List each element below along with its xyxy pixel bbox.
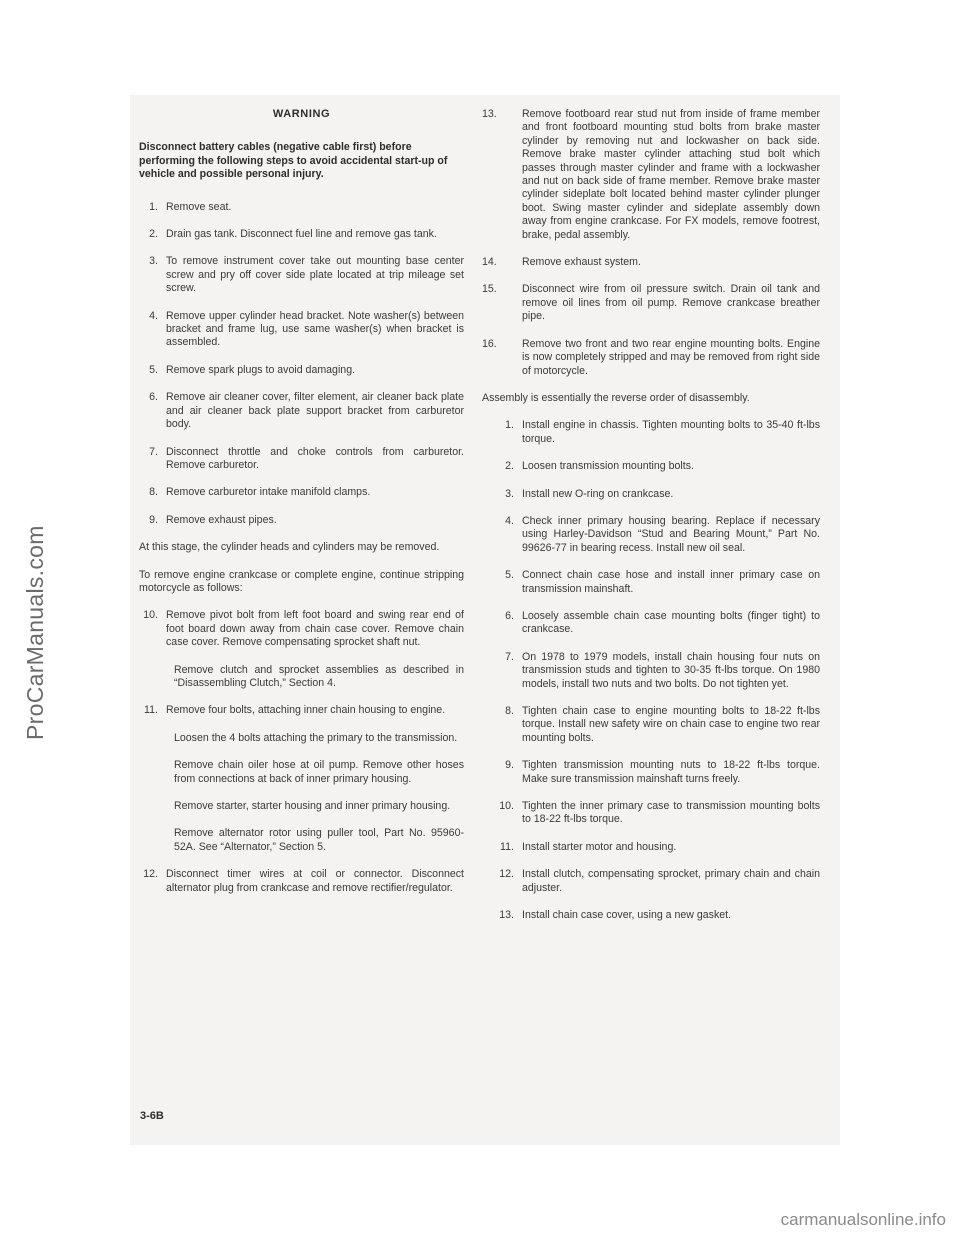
list-item: 15. Disconnect wire from oil pressure switch. Drain oil tank and remove oil lines from oil pump. Remove crankcase breather pipe. — [482, 283, 820, 323]
list-item: 8. Remove carburetor intake manifold clamps. — [149, 486, 371, 499]
list-item: 12. Disconnect timer wires at coil or connector. Disconnect alternator plug from crankcase and remove rectifier/regulator. — [143, 868, 464, 894]
page-number: 3-6B — [140, 1110, 164, 1122]
list-item: 13. Remove footboard rear stud nut from inside of frame member and front footboard mounting stud bolts from brake master cylinder by removing nut and lockwasher on back side. Remove brake master cylinder attaching stud bolt which passes through master cylinder and frame with a lockwasher and nut on back side of frame member. Remove brake master cylinder sideplate bolt located behind master cylinder plunger boot. Swing master cylinder and sideplate assembly down away from engine crankcase. For FX models, remove footrest, brake, pedal assembly. — [482, 108, 820, 241]
assembly-intro: Assembly is essentially the reverse order of disassembly. — [482, 391, 750, 404]
side-watermark: ProCarManuals.com — [22, 525, 48, 740]
list-item: 2. Drain gas tank. Disconnect fuel line and remove gas tank. — [149, 228, 437, 241]
list-item: 7. On 1978 to 1979 models, install chain housing four nuts on transmission studs and tighten to 30-35 ft-lbs torque. On 1980 models, install two nuts and two bolts. Do not tighten yet. — [505, 650, 820, 690]
sub-paragraph: Remove clutch and sprocket assemblies as described in “Disassembling Clutch,” Section 4. — [174, 663, 464, 689]
list-item: 9. Remove exhaust pipes. — [149, 513, 277, 526]
warning-title: WARNING — [272, 108, 331, 120]
bottom-watermark: carmanualsonline.info — [780, 1210, 946, 1229]
list-item: 10. Remove pivot bolt from left foot board and swing rear end of foot board down away from chain case cover. Remove chain case cover. Remove compensating sprocket shaft nut. — [143, 609, 464, 649]
list-item: 16. Remove two front and two rear engine mounting bolts. Engine is now completely stripped and may be removed from right side of motorcycle. — [482, 337, 820, 377]
sub-paragraph: Remove chain oiler hose at oil pump. Remove other hoses from connections at back of inner primary housing. — [174, 759, 464, 785]
assembly-list — [496, 419, 820, 922]
list-item: 6. Loosely assemble chain case mounting bolts (finger tight) to crankcase. — [505, 609, 820, 636]
list-item: 6. Remove air cleaner cover, filter element, air cleaner back plate and air cleaner back plate support bracket from carburetor body. — [149, 391, 464, 431]
list-item: 1. Install engine in chassis. Tighten mounting bolts to 35-40 ft-lbs torque. — [505, 419, 820, 445]
list-item: 1. Remove seat. — [149, 200, 232, 213]
list-item: 5. Remove spark plugs to avoid damaging. — [149, 363, 356, 376]
left-column — [139, 108, 464, 909]
list-item: 4. Remove upper cylinder head bracket. Note washer(s) between bracket and frame lug, use same washer(s) when bracket is assembled. — [149, 309, 464, 349]
list-item: 14. Remove exhaust system. — [482, 256, 641, 269]
paragraph: To remove engine crankcase or complete engine, continue stripping motorcycle as follows: — [139, 568, 464, 594]
list-item: 11. Install starter motor and housing. — [500, 840, 677, 853]
list-item: 4. Check inner primary housing bearing. Replace if necessary using Harley-Davidson “Stud and Bearing Mount,” Part No. 99626-77 in bearing recess. Install new oil seal. — [505, 514, 820, 554]
sub-paragraph: Remove alternator rotor using puller tool, Part No. 95960-52A. See “Alternator,” Section 5. — [174, 827, 464, 853]
list-item: 8. Tighten chain case to engine mounting bolts to 18-22 ft-lbs torque. Install new safety wire on chain case to engine two rear mounting bolts. — [505, 705, 820, 744]
list-item: 3. To remove instrument cover take out mounting base center screw and pry off cover side plate located at trip mileage set screw. — [149, 255, 464, 295]
list-item: 2. Loosen transmission mounting bolts. — [505, 460, 694, 473]
warning-text: Disconnect battery cables (negative cable first) before performing the following steps to avoid accidental start-up of vehicle and possible personal injury. — [139, 141, 448, 181]
sub-paragraph: Loosen the 4 bolts attaching the primary to the transmission. — [174, 731, 458, 744]
list-item: 7. Disconnect throttle and choke controls from carburetor. Remove carburetor. — [149, 445, 464, 471]
right-column — [482, 108, 820, 936]
sub-paragraph: Remove starter, starter housing and inner primary housing. — [174, 800, 451, 812]
list-item: 5. Connect chain case hose and install inner primary case on transmission mainshaft. — [505, 569, 820, 595]
list-item: 12. Install clutch, compensating sprocket, primary chain and chain adjuster. — [499, 868, 820, 894]
list-item: 11. Remove four bolts, attaching inner chain housing to engine. — [144, 704, 446, 717]
list-item: 3. Install new O-ring on crankcase. — [505, 487, 674, 500]
list-item: 9. Tighten transmission mounting nuts to 18-22 ft-lbs torque. Make sure transmission mainshaft turns freely. — [505, 759, 820, 785]
list-item: 10. Tighten the inner primary case to transmission mounting bolts to 18-22 ft-lbs torque. — [499, 800, 820, 826]
paragraph: At this stage, the cylinder heads and cylinders may be removed. — [139, 541, 440, 554]
list-item: 13. Install chain case cover, using a new gasket. — [499, 909, 732, 922]
